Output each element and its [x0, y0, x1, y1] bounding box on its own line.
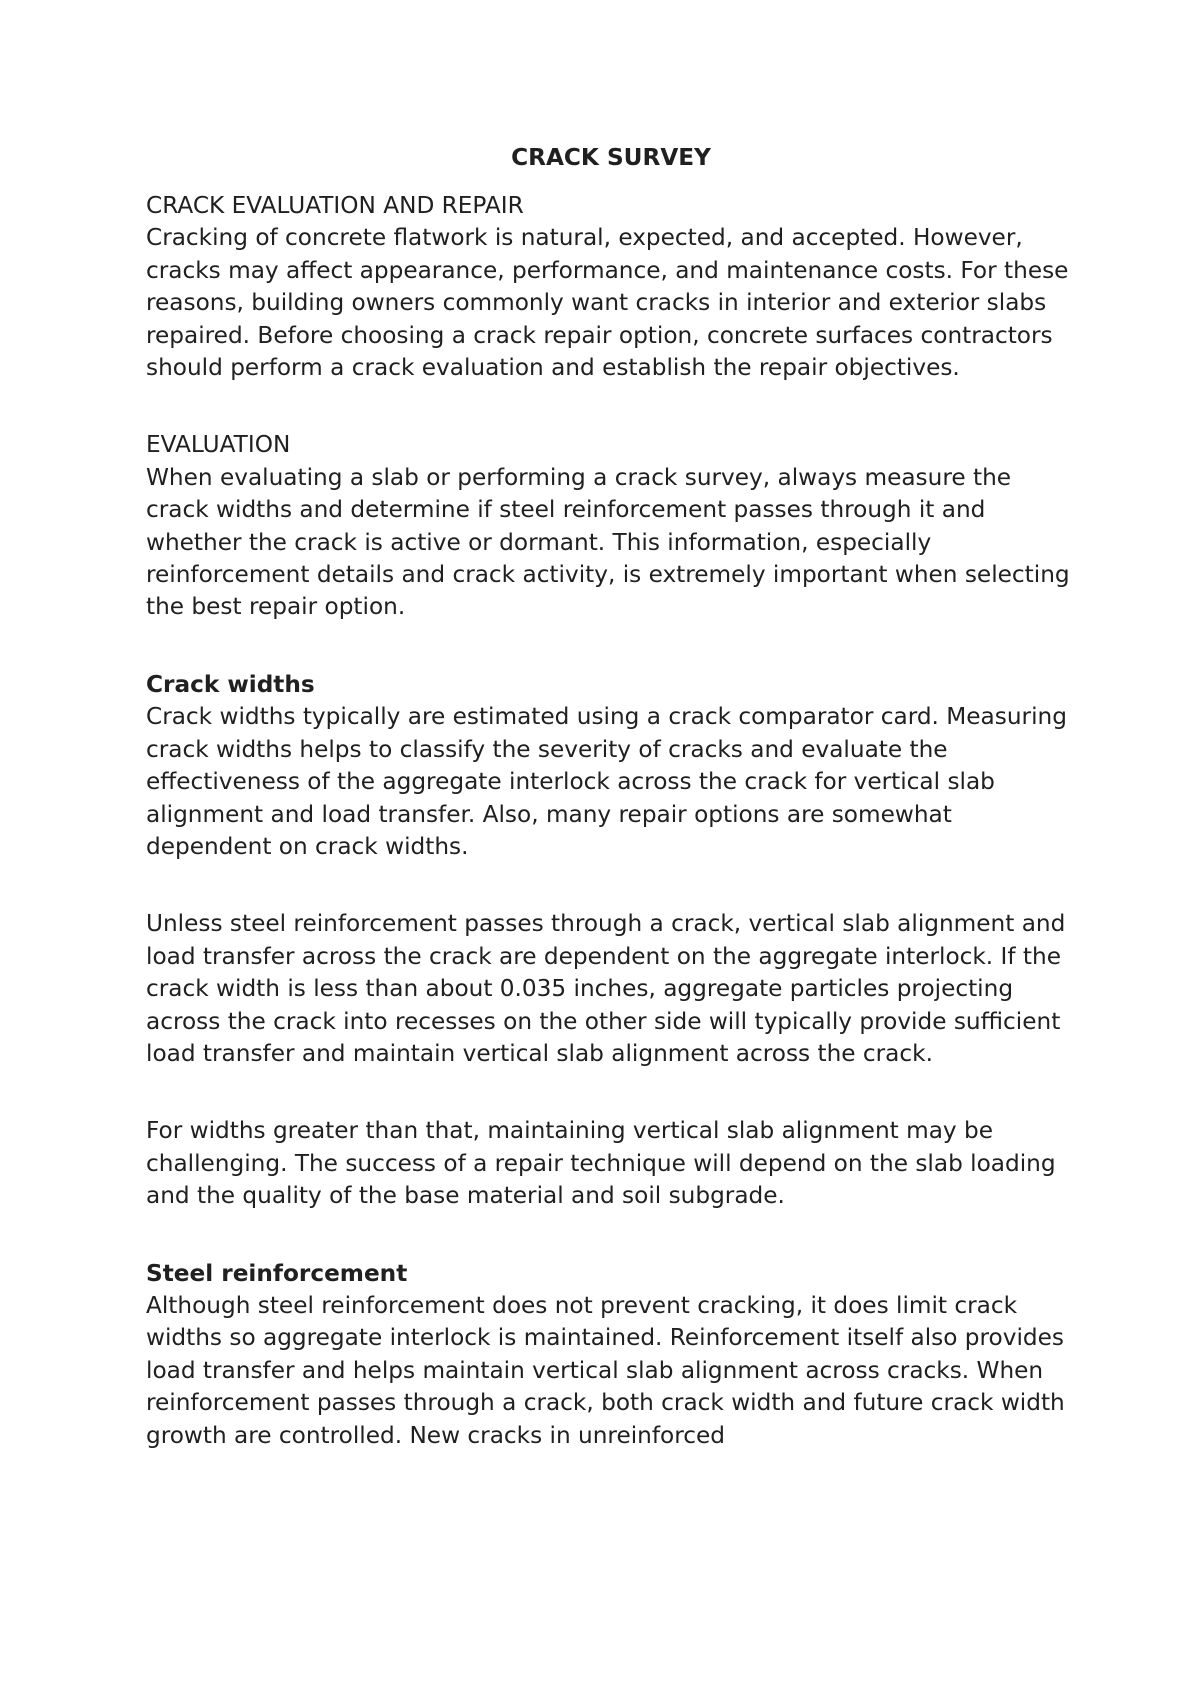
section-heading: EVALUATION — [146, 431, 291, 459]
document-title: CRACK SURVEY — [511, 144, 711, 171]
section-paragraph: When evaluating a slab or performing a crack survey, always measure the crack widths and determine if steel reinforcement passes through it and whether the crack is active or dormant. This information, especially reinforcement details and crack activity, is extremely important when selecting the best repair option. — [146, 463, 1070, 621]
section-heading: Crack widths — [146, 670, 315, 698]
section-steel-reinforcement — [146, 1258, 1076, 1452]
section-wider-cracks — [146, 1115, 1076, 1212]
section-paragraph: For widths greater than that, maintaining vertical slab alignment may be challenging. The success of a repair technique will depend on the slab loading and the quality of the base material and soil subgrade. — [146, 1117, 1056, 1210]
section-paragraph: Unless steel reinforcement passes through a crack, vertical slab alignment and load transfer across the crack are dependent on the aggregate interlock. If the crack width is less than about 0.035 inches, aggregate particles projecting across the crack into recesses on the other side will typically provide sufficient load transfer and maintain vertical slab alignment across the crack. — [146, 910, 1066, 1067]
section-crack-widths — [146, 669, 1076, 863]
section-crack-evaluation-and-repair — [146, 190, 1076, 384]
section-paragraph: Crack widths typically are estimated using a crack comparator card. Measuring crack widths helps to classify the severity of cracks and evaluate the effectiveness of the aggregate interlock across the crack for vertical slab alignment and load transfer. Also, many repair options are somewhat dependent on crack widths. — [146, 703, 1067, 860]
section-paragraph: Cracking of concrete flatwork is natural, expected, and accepted. However, cracks may affect appearance, performance, and maintenance costs. For these reasons, building owners commonly want cracks in interior and exterior slabs repaired. Before choosing a crack repair option, concrete surfaces contractors should perform a crack evaluation and establish the repair objectives. — [146, 224, 1069, 382]
section-heading: CRACK EVALUATION AND REPAIR — [146, 192, 524, 219]
section-paragraph: Although steel reinforcement does not prevent cracking, it does limit crack widths so aggregate interlock is maintained. Reinforcement itself also provides load transfer and helps maintain vertical slab alignment across cracks. When reinforcement passes through a crack, both crack width and future crack width growth are controlled. New cracks in unreinforced — [146, 1291, 1065, 1449]
document-body — [146, 142, 1076, 1497]
section-aggregate-interlock — [146, 908, 1076, 1070]
section-heading: Steel reinforcement — [146, 1259, 408, 1287]
section-evaluation — [146, 429, 1076, 623]
